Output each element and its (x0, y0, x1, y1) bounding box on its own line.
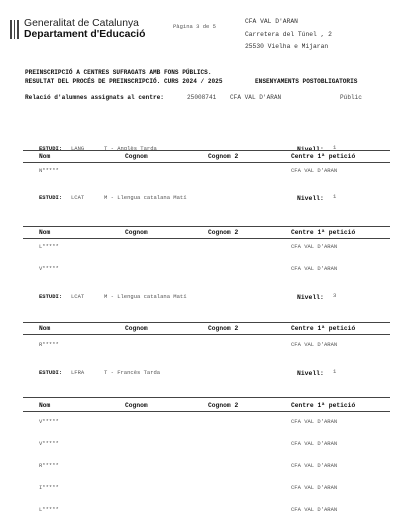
student-center: CFA VAL D'ARAN (291, 462, 338, 469)
col-surname2: Cognom 2 (208, 402, 239, 409)
col-surname2: Cognom 2 (208, 153, 239, 160)
study-header (39, 194, 379, 204)
student-name: V***** (39, 265, 59, 272)
level-label: Nivell: (297, 146, 324, 153)
section-divider (23, 322, 390, 323)
section-divider (23, 150, 390, 151)
col-surname1: Cognom (125, 402, 148, 409)
generalitat-bars-icon (10, 20, 19, 39)
table-row (23, 484, 390, 493)
study-code: LCAT (71, 194, 85, 201)
student-center: CFA VAL D'ARAN (291, 265, 338, 272)
student-name: R***** (39, 341, 59, 348)
col-center: Centre 1ª petició (291, 153, 356, 160)
level-value: 1 (333, 193, 337, 200)
col-name: Nom (39, 402, 51, 409)
study-code: LCAT (71, 293, 85, 300)
col-center: Centre 1ª petició (291, 229, 356, 236)
relation-center-type: Públic (340, 94, 362, 101)
section-divider (23, 226, 390, 227)
education-type: ENSENYAMENTS POSTOBLIGATORIS (255, 78, 358, 85)
table-row (23, 418, 390, 427)
header-divider (23, 162, 390, 163)
study-name: M - Llengua catalana Matí (104, 194, 187, 201)
center-address: Carretera del Túnel , 2 (245, 31, 332, 38)
table-row (23, 341, 390, 350)
student-name: L***** (39, 243, 59, 250)
table-row (23, 462, 390, 471)
student-center: CFA VAL D'ARAN (291, 440, 338, 447)
page-number: Pàgina 3 de 5 (173, 23, 216, 30)
table-header (23, 153, 390, 162)
col-surname1: Cognom (125, 153, 148, 160)
table-header (23, 325, 390, 334)
student-name: I***** (39, 484, 59, 491)
study-label: ESTUDI: (39, 293, 63, 300)
table-row (23, 167, 390, 176)
study-label: ESTUDI: (39, 369, 63, 376)
table-header (23, 229, 390, 238)
relation-center-name: CFA VAL D'ARAN (230, 94, 282, 101)
org-name: Generalitat de Catalunya (24, 18, 139, 29)
header-divider (23, 238, 390, 239)
student-center: CFA VAL D'ARAN (291, 243, 338, 250)
student-name: V***** (39, 440, 59, 447)
table-row (23, 243, 390, 252)
col-surname1: Cognom (125, 229, 148, 236)
study-name: M - Llengua catalana Matí (104, 293, 187, 300)
col-name: Nom (39, 229, 51, 236)
center-name: CFA VAL D'ARAN (245, 18, 298, 25)
study-code: LFRA (71, 369, 85, 376)
level-value: 1 (333, 144, 337, 151)
col-surname1: Cognom (125, 325, 148, 332)
study-name: T - Francès Tarda (104, 369, 161, 376)
center-city: 25530 Vielha e Mijaran (245, 43, 329, 50)
student-name: V***** (39, 418, 59, 425)
department-name: Departament d'Educació (24, 29, 146, 40)
col-name: Nom (39, 325, 51, 332)
table-row (23, 506, 390, 515)
level-label: Nivell: (297, 294, 324, 301)
student-center: CFA VAL D'ARAN (291, 484, 338, 491)
col-center: Centre 1ª petició (291, 325, 356, 332)
col-surname2: Cognom 2 (208, 325, 239, 332)
table-header (23, 402, 390, 411)
document-subtitle: RESULTAT DEL PROCÉS DE PREINSCRIPCIÓ. CURS 2024 / 2025 (25, 78, 223, 85)
student-center: CFA VAL D'ARAN (291, 167, 338, 174)
document-title: PREINSCRIPCIÓ A CENTRES SUFRAGATS AMB FONS PÚBLICS. (25, 69, 212, 76)
student-center: CFA VAL D'ARAN (291, 341, 338, 348)
student-name: L***** (39, 506, 59, 513)
table-row (23, 265, 390, 274)
student-center: CFA VAL D'ARAN (291, 506, 338, 513)
study-header (39, 369, 379, 379)
study-label: ESTUDI: (39, 145, 63, 152)
header-divider (23, 334, 390, 335)
level-value: 1 (333, 368, 337, 375)
section-divider (23, 397, 390, 398)
relation-label: Relació d'alumnes assignats al centre: (25, 94, 164, 101)
study-code: LANG (71, 145, 85, 152)
level-value: 3 (333, 292, 337, 299)
study-label: ESTUDI: (39, 194, 63, 201)
student-center: CFA VAL D'ARAN (291, 418, 338, 425)
table-row (23, 440, 390, 449)
col-surname2: Cognom 2 (208, 229, 239, 236)
col-name: Nom (39, 153, 51, 160)
study-header (39, 293, 379, 303)
col-center: Centre 1ª petició (291, 402, 356, 409)
study-name: T - Anglès Tarda (104, 145, 157, 152)
student-name: N***** (39, 167, 59, 174)
relation-center-code: 25008741 (187, 94, 217, 101)
level-label: Nivell: (297, 195, 324, 202)
header-divider (23, 411, 390, 412)
student-name: R***** (39, 462, 59, 469)
level-label: Nivell: (297, 370, 324, 377)
